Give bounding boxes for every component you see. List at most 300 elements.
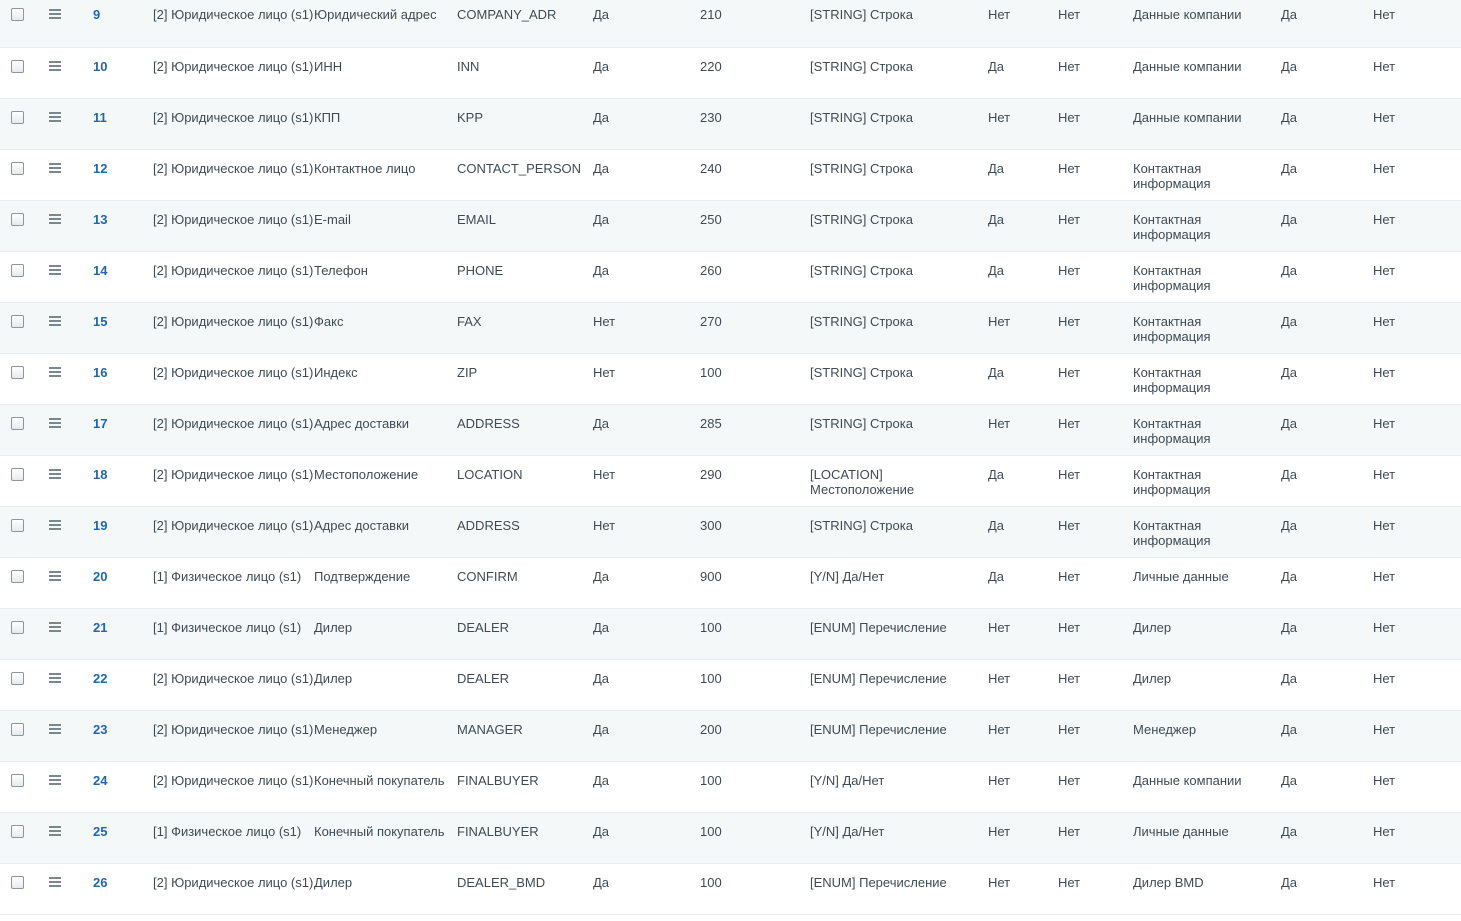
- util-text: Да: [1281, 823, 1298, 839]
- property-code-text: LOCATION: [457, 466, 523, 482]
- active-cell: [593, 404, 700, 455]
- id-cell: [93, 659, 153, 710]
- row-select-cell: [0, 353, 45, 404]
- multiple-cell: [1058, 812, 1133, 863]
- sort-cell: [700, 557, 810, 608]
- property-type-cell: [810, 353, 988, 404]
- row-id-link[interactable]: 19: [93, 517, 108, 533]
- property-name-text: Контактное лицо: [314, 160, 416, 176]
- active-cell: [593, 353, 700, 404]
- sort-text: 100: [700, 874, 722, 890]
- row-select-cell: [0, 710, 45, 761]
- util-cell: [1281, 863, 1373, 914]
- group-cell: [1133, 863, 1281, 914]
- row-checkbox[interactable]: [11, 468, 24, 481]
- drag-handle-icon[interactable]: [49, 673, 61, 683]
- property-name-text: Дилер: [314, 874, 353, 890]
- id-cell: [93, 353, 153, 404]
- sort-text: 240: [700, 160, 722, 176]
- table-row[interactable]: [0, 149, 1461, 200]
- row-id-link[interactable]: 11: [93, 109, 107, 125]
- drag-cell: [45, 47, 93, 98]
- drag-handle-icon[interactable]: [49, 163, 61, 173]
- active-text: Да: [593, 211, 610, 227]
- drag-handle-icon[interactable]: [49, 877, 61, 887]
- active-cell: [593, 812, 700, 863]
- property-type-text: [STRING] Строка: [810, 58, 913, 74]
- property-code-cell: [457, 98, 593, 149]
- property-code-cell: [457, 353, 593, 404]
- property-code-text: CONTACT_PERSON: [457, 160, 581, 176]
- property-name-cell: [314, 455, 457, 506]
- sort-text: 250: [700, 211, 722, 227]
- table-row[interactable]: [0, 47, 1461, 98]
- profile-cell: [1373, 455, 1461, 506]
- drag-cell: [45, 0, 93, 47]
- required-cell: [988, 455, 1058, 506]
- drag-handle-icon[interactable]: [49, 9, 61, 19]
- sort-cell: [700, 353, 810, 404]
- multiple-text: Нет: [1058, 874, 1081, 890]
- property-type-text: [ENUM] Перечисление: [810, 721, 947, 737]
- profile-cell: [1373, 0, 1461, 47]
- row-checkbox[interactable]: [11, 264, 24, 277]
- property-code-text: CONFIRM: [457, 568, 518, 584]
- multiple-text: Нет: [1058, 517, 1081, 533]
- row-checkbox[interactable]: [11, 570, 24, 583]
- table-row[interactable]: [0, 761, 1461, 812]
- required-cell: [988, 761, 1058, 812]
- row-select-cell: [0, 0, 45, 47]
- person-type-text: [2] Юридическое лицо (s1): [153, 109, 314, 125]
- property-code-cell: [457, 251, 593, 302]
- property-type-cell: [810, 98, 988, 149]
- property-name-cell: [314, 557, 457, 608]
- multiple-cell: [1058, 506, 1133, 557]
- row-select-cell: [0, 149, 45, 200]
- id-cell: [93, 455, 153, 506]
- util-text: Да: [1281, 415, 1298, 431]
- property-code-cell: [457, 455, 593, 506]
- person-type-cell: [153, 608, 314, 659]
- person-type-cell: [153, 47, 314, 98]
- util-text: Да: [1281, 874, 1298, 890]
- util-cell: [1281, 200, 1373, 251]
- row-select-cell: [0, 608, 45, 659]
- sort-text: 200: [700, 721, 722, 737]
- person-type-text: [2] Юридическое лицо (s1): [153, 466, 314, 482]
- person-type-cell: [153, 149, 314, 200]
- property-code-text: ZIP: [457, 364, 478, 380]
- property-name-cell: [314, 251, 457, 302]
- property-type-cell: [810, 302, 988, 353]
- property-type-text: [STRING] Строка: [810, 160, 913, 176]
- group-text: Данные компании: [1133, 58, 1242, 74]
- required-cell: [988, 863, 1058, 914]
- util-text: Да: [1281, 466, 1298, 482]
- group-cell: [1133, 98, 1281, 149]
- id-cell: [93, 608, 153, 659]
- property-type-text: [STRING] Строка: [810, 517, 913, 533]
- sort-text: 300: [700, 517, 722, 533]
- drag-handle-icon[interactable]: [49, 265, 61, 275]
- table-row[interactable]: [0, 353, 1461, 404]
- row-checkbox[interactable]: [11, 366, 24, 379]
- active-text: Нет: [593, 466, 616, 482]
- property-name-cell: [314, 608, 457, 659]
- drag-handle-icon[interactable]: [49, 571, 61, 581]
- util-cell: [1281, 506, 1373, 557]
- property-code-text: PHONE: [457, 262, 504, 278]
- group-text: Контактная информация: [1133, 466, 1211, 497]
- table-row[interactable]: [0, 0, 1461, 47]
- property-name-text: Юридический адрес: [314, 7, 437, 22]
- property-type-text: [Y/N] Да/Нет: [810, 568, 885, 584]
- property-code-text: EMAIL: [457, 211, 497, 227]
- table-row[interactable]: [0, 98, 1461, 149]
- group-cell: [1133, 761, 1281, 812]
- drag-handle-icon[interactable]: [49, 418, 61, 428]
- row-select-cell: [0, 863, 45, 914]
- util-text: Да: [1281, 364, 1298, 380]
- active-cell: [593, 302, 700, 353]
- multiple-text: Нет: [1058, 58, 1081, 74]
- sort-cell: [700, 710, 810, 761]
- profile-text: Нет: [1373, 7, 1396, 22]
- table-row[interactable]: [0, 863, 1461, 914]
- multiple-cell: [1058, 863, 1133, 914]
- property-code-cell: [457, 149, 593, 200]
- table-row[interactable]: [0, 608, 1461, 659]
- row-id-link[interactable]: 10: [93, 58, 108, 74]
- sort-cell: [700, 506, 810, 557]
- row-select-cell: [0, 659, 45, 710]
- profile-text: Нет: [1373, 772, 1396, 788]
- drag-handle-icon[interactable]: [49, 622, 61, 632]
- property-type-text: [LOCATION] Местоположение: [810, 466, 915, 497]
- property-name-cell: [314, 710, 457, 761]
- property-name-cell: [314, 404, 457, 455]
- profile-cell: [1373, 353, 1461, 404]
- sort-text: 900: [700, 568, 722, 584]
- group-text: Данные компании: [1133, 109, 1242, 125]
- property-type-text: [ENUM] Перечисление: [810, 874, 947, 890]
- person-type-cell: [153, 659, 314, 710]
- sort-cell: [700, 659, 810, 710]
- profile-text: Нет: [1373, 262, 1396, 278]
- property-type-cell: [810, 455, 988, 506]
- required-text: Да: [988, 568, 1005, 584]
- group-cell: [1133, 455, 1281, 506]
- property-code-text: FINALBUYER: [457, 823, 539, 839]
- row-checkbox[interactable]: [11, 825, 24, 838]
- profile-cell: [1373, 761, 1461, 812]
- row-id-link[interactable]: 18: [93, 466, 108, 482]
- sort-cell: [700, 455, 810, 506]
- sort-cell: [700, 98, 810, 149]
- drag-cell: [45, 455, 93, 506]
- person-type-cell: [153, 404, 314, 455]
- property-type-cell: [810, 0, 988, 47]
- property-code-cell: [457, 47, 593, 98]
- id-cell: [93, 404, 153, 455]
- row-checkbox[interactable]: [11, 162, 24, 175]
- sort-text: 210: [700, 7, 722, 22]
- required-text: Да: [988, 211, 1005, 227]
- util-text: Да: [1281, 7, 1298, 22]
- id-cell: [93, 149, 153, 200]
- table-row[interactable]: [0, 506, 1461, 557]
- sort-cell: [700, 812, 810, 863]
- row-id-link[interactable]: 9: [93, 7, 101, 22]
- multiple-text: Нет: [1058, 211, 1081, 227]
- row-id-link[interactable]: 21: [93, 619, 108, 635]
- required-text: Да: [988, 517, 1005, 533]
- active-cell: [593, 710, 700, 761]
- required-cell: [988, 557, 1058, 608]
- required-text: Да: [988, 262, 1005, 278]
- id-cell: [93, 98, 153, 149]
- property-type-cell: [810, 149, 988, 200]
- required-cell: [988, 710, 1058, 761]
- property-name-cell: [314, 506, 457, 557]
- row-checkbox[interactable]: [11, 315, 24, 328]
- property-name-text: КПП: [314, 109, 341, 125]
- property-name-text: Дилер: [314, 670, 353, 686]
- row-checkbox[interactable]: [11, 519, 24, 532]
- property-name-cell: [314, 47, 457, 98]
- row-id-link[interactable]: 12: [93, 160, 108, 176]
- person-type-text: [2] Юридическое лицо (s1): [153, 313, 314, 329]
- multiple-cell: [1058, 302, 1133, 353]
- person-type-text: [2] Юридическое лицо (s1): [153, 7, 314, 22]
- active-cell: [593, 761, 700, 812]
- required-text: Нет: [988, 721, 1011, 737]
- drag-cell: [45, 659, 93, 710]
- table-row[interactable]: [0, 404, 1461, 455]
- row-id-link[interactable]: 20: [93, 568, 108, 584]
- row-id-link[interactable]: 13: [93, 211, 108, 227]
- row-checkbox[interactable]: [11, 8, 24, 21]
- row-id-link[interactable]: 26: [93, 874, 108, 890]
- group-text: Контактная информация: [1133, 262, 1211, 293]
- drag-cell: [45, 710, 93, 761]
- person-type-text: [2] Юридическое лицо (s1): [153, 58, 314, 74]
- profile-cell: [1373, 251, 1461, 302]
- row-checkbox[interactable]: [11, 723, 24, 736]
- id-cell: [93, 302, 153, 353]
- profile-cell: [1373, 506, 1461, 557]
- id-cell: [93, 47, 153, 98]
- property-code-cell: [457, 812, 593, 863]
- profile-cell: [1373, 404, 1461, 455]
- profile-text: Нет: [1373, 415, 1396, 431]
- table-row[interactable]: [0, 455, 1461, 506]
- util-text: Да: [1281, 772, 1298, 788]
- required-cell: [988, 506, 1058, 557]
- group-text: Контактная информация: [1133, 160, 1211, 191]
- person-type-cell: [153, 761, 314, 812]
- table-row[interactable]: [0, 659, 1461, 710]
- property-type-text: [Y/N] Да/Нет: [810, 823, 885, 839]
- required-cell: [988, 98, 1058, 149]
- required-text: Нет: [988, 7, 1011, 22]
- property-name-text: Подтверждение: [314, 568, 411, 584]
- multiple-cell: [1058, 404, 1133, 455]
- person-type-text: [2] Юридическое лицо (s1): [153, 772, 314, 788]
- group-text: Контактная информация: [1133, 313, 1211, 344]
- drag-handle-icon[interactable]: [49, 826, 61, 836]
- util-text: Да: [1281, 619, 1298, 635]
- row-checkbox[interactable]: [11, 621, 24, 634]
- row-id-link[interactable]: 16: [93, 364, 108, 380]
- multiple-text: Нет: [1058, 466, 1081, 482]
- group-cell: [1133, 353, 1281, 404]
- drag-handle-icon[interactable]: [49, 112, 61, 122]
- row-select-cell: [0, 47, 45, 98]
- table-row[interactable]: [0, 557, 1461, 608]
- required-cell: [988, 47, 1058, 98]
- row-id-link[interactable]: 15: [93, 313, 108, 329]
- required-cell: [988, 404, 1058, 455]
- active-cell: [593, 251, 700, 302]
- table-row[interactable]: [0, 710, 1461, 761]
- drag-handle-icon[interactable]: [49, 724, 61, 734]
- property-code-text: ADDRESS: [457, 517, 520, 533]
- active-text: Да: [593, 823, 610, 839]
- id-cell: [93, 251, 153, 302]
- table-row[interactable]: [0, 251, 1461, 302]
- sort-cell: [700, 149, 810, 200]
- drag-handle-icon[interactable]: [49, 61, 61, 71]
- profile-text: Нет: [1373, 160, 1396, 176]
- drag-cell: [45, 863, 93, 914]
- person-type-text: [1] Физическое лицо (s1): [153, 568, 302, 584]
- required-text: Нет: [988, 874, 1011, 890]
- required-cell: [988, 659, 1058, 710]
- table-row[interactable]: [0, 302, 1461, 353]
- property-type-cell: [810, 404, 988, 455]
- id-cell: [93, 863, 153, 914]
- person-type-text: [2] Юридическое лицо (s1): [153, 874, 314, 890]
- group-cell: [1133, 812, 1281, 863]
- table-row[interactable]: [0, 812, 1461, 863]
- person-type-text: [2] Юридическое лицо (s1): [153, 160, 314, 176]
- required-text: Нет: [988, 313, 1011, 329]
- table-row[interactable]: [0, 200, 1461, 251]
- property-type-text: [STRING] Строка: [810, 262, 913, 278]
- property-type-cell: [810, 557, 988, 608]
- property-name-text: Конечный покупатель: [314, 772, 445, 788]
- person-type-cell: [153, 302, 314, 353]
- property-code-cell: [457, 710, 593, 761]
- profile-text: Нет: [1373, 721, 1396, 737]
- util-cell: [1281, 98, 1373, 149]
- group-cell: [1133, 608, 1281, 659]
- drag-handle-icon[interactable]: [49, 520, 61, 530]
- sort-text: 220: [700, 58, 722, 74]
- active-cell: [593, 98, 700, 149]
- row-select-cell: [0, 404, 45, 455]
- property-type-cell: [810, 251, 988, 302]
- person-type-cell: [153, 251, 314, 302]
- multiple-cell: [1058, 98, 1133, 149]
- person-type-cell: [153, 710, 314, 761]
- property-type-cell: [810, 608, 988, 659]
- active-cell: [593, 47, 700, 98]
- group-text: Личные данные: [1133, 568, 1229, 584]
- group-cell: [1133, 404, 1281, 455]
- profile-text: Нет: [1373, 364, 1396, 380]
- profile-cell: [1373, 659, 1461, 710]
- sort-cell: [700, 251, 810, 302]
- group-cell: [1133, 557, 1281, 608]
- person-type-text: [2] Юридическое лицо (s1): [153, 415, 314, 431]
- profile-text: Нет: [1373, 874, 1396, 890]
- multiple-text: Нет: [1058, 160, 1081, 176]
- property-name-text: Телефон: [314, 262, 368, 278]
- person-type-cell: [153, 353, 314, 404]
- drag-cell: [45, 98, 93, 149]
- profile-cell: [1373, 149, 1461, 200]
- util-text: Да: [1281, 721, 1298, 737]
- property-name-cell: [314, 863, 457, 914]
- profile-text: Нет: [1373, 466, 1396, 482]
- drag-cell: [45, 251, 93, 302]
- row-select-cell: [0, 506, 45, 557]
- row-id-link[interactable]: 25: [93, 823, 108, 839]
- required-cell: [988, 251, 1058, 302]
- row-id-link[interactable]: 17: [93, 415, 108, 431]
- drag-cell: [45, 608, 93, 659]
- row-checkbox[interactable]: [11, 417, 24, 430]
- group-cell: [1133, 710, 1281, 761]
- sort-cell: [700, 47, 810, 98]
- active-text: Да: [593, 619, 610, 635]
- active-cell: [593, 863, 700, 914]
- row-checkbox[interactable]: [11, 774, 24, 787]
- profile-text: Нет: [1373, 619, 1396, 635]
- drag-cell: [45, 506, 93, 557]
- active-cell: [593, 557, 700, 608]
- property-type-cell: [810, 659, 988, 710]
- property-name-cell: [314, 353, 457, 404]
- drag-handle-icon[interactable]: [49, 469, 61, 479]
- drag-handle-icon[interactable]: [49, 775, 61, 785]
- active-text: Да: [593, 415, 610, 431]
- required-cell: [988, 608, 1058, 659]
- sort-cell: [700, 863, 810, 914]
- property-name-text: ИНН: [314, 58, 343, 74]
- row-id-link[interactable]: 24: [93, 772, 108, 788]
- row-checkbox[interactable]: [11, 876, 24, 889]
- row-id-link[interactable]: 23: [93, 721, 108, 737]
- row-checkbox[interactable]: [11, 213, 24, 226]
- row-id-link[interactable]: 14: [93, 262, 108, 278]
- drag-handle-icon[interactable]: [49, 367, 61, 377]
- required-cell: [988, 0, 1058, 47]
- active-cell: [593, 506, 700, 557]
- row-checkbox[interactable]: [11, 60, 24, 73]
- row-checkbox[interactable]: [11, 672, 24, 685]
- required-text: Да: [988, 364, 1005, 380]
- drag-cell: [45, 761, 93, 812]
- row-id-link[interactable]: 22: [93, 670, 108, 686]
- drag-handle-icon[interactable]: [49, 316, 61, 326]
- row-checkbox[interactable]: [11, 111, 24, 124]
- id-cell: [93, 812, 153, 863]
- drag-handle-icon[interactable]: [49, 214, 61, 224]
